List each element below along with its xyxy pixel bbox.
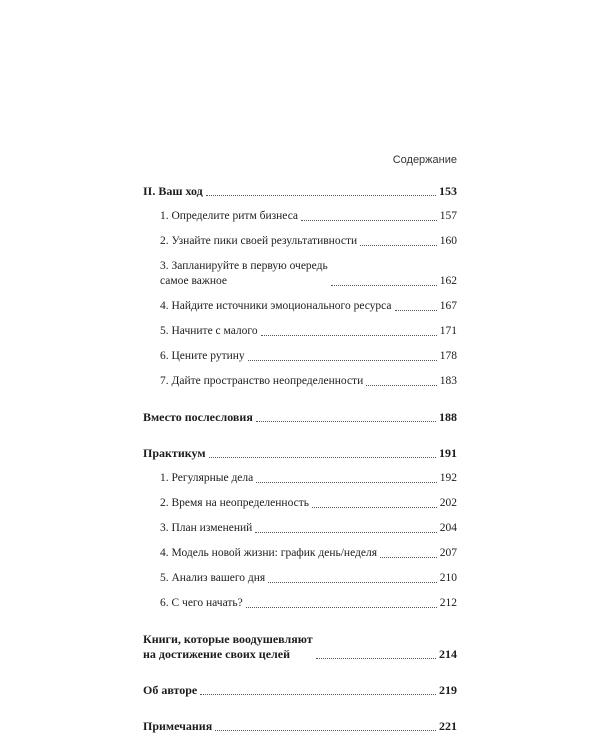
toc-entry[interactable] [143, 234, 457, 249]
dot-leader [268, 582, 437, 583]
toc-entry-page: 212 [439, 597, 457, 609]
toc-entry-page: 157 [439, 210, 457, 222]
toc-entry-title: 6. Цените рутину [160, 350, 245, 362]
dot-leader [331, 285, 437, 286]
toc-entry[interactable] [143, 209, 457, 224]
toc-entry-page: 221 [439, 719, 457, 733]
toc-entry-title: Практикум [143, 446, 206, 460]
toc-entry-title-line: самое важное [160, 275, 227, 287]
dot-leader [248, 360, 437, 361]
toc-entry-page: 192 [439, 472, 457, 484]
dot-leader [316, 658, 436, 659]
toc-entry-page: 183 [439, 375, 457, 387]
running-head: Содержание [392, 154, 457, 166]
toc-entry-title: Об авторе [143, 683, 198, 697]
toc-entry-title: 6. С чего начать? [160, 597, 243, 609]
dot-leader [206, 195, 436, 196]
toc-entry-title: II. Ваш ход [143, 184, 203, 198]
toc-entry-page: 214 [439, 647, 457, 661]
dot-leader [312, 507, 437, 508]
toc-entry-title: 1. Определите ритм бизнеса [160, 210, 299, 222]
toc-entry-page: 171 [439, 325, 457, 337]
dot-leader [256, 482, 437, 483]
toc-entry-page: 202 [439, 497, 457, 509]
toc-entry-title: 4. Модель новой жизни: график день/неделя [160, 547, 378, 559]
toc-entry-page: 207 [439, 547, 457, 559]
dot-leader [395, 310, 437, 311]
section-gap [143, 399, 457, 410]
toc-entry-title: 2. Узнайте пики своей результативности [160, 235, 358, 247]
toc-entry-page: 153 [439, 184, 457, 198]
toc-entry-notes[interactable] [143, 719, 457, 734]
toc-entry-title: 7. Дайте пространство неопределенности [160, 375, 364, 387]
dot-leader [209, 457, 437, 458]
toc-entry-title [143, 632, 313, 662]
dot-leader [255, 532, 436, 533]
dot-leader [261, 335, 437, 336]
toc-entry[interactable] [143, 546, 457, 561]
toc-entry[interactable] [143, 349, 457, 364]
toc-entry-title: 2. Время на неопределенность [160, 497, 309, 509]
section-gap [143, 672, 457, 683]
section-gap [143, 708, 457, 719]
toc-entry-title: 5. Анализ вашего дня [160, 572, 266, 584]
toc-entry-afterword[interactable] [143, 410, 457, 425]
toc-entry-section-2[interactable] [143, 184, 457, 199]
toc-entry-title: 4. Найдите источники эмоционального ресурса [160, 300, 392, 312]
toc-entry-title: 5. Начните с малого [160, 325, 258, 337]
toc-entry-practicum[interactable] [143, 446, 457, 461]
dot-leader [200, 694, 436, 695]
toc-entry-title-line: на достижение своих целей [143, 647, 290, 661]
table-of-contents [143, 184, 457, 744]
toc-entry-page: 162 [439, 275, 457, 287]
toc-entry-page: 167 [439, 300, 457, 312]
toc-entry-title-line: 3. Запланируйте в первую очередь [160, 260, 328, 272]
toc-entry-page: 178 [439, 350, 457, 362]
toc-entry-page: 188 [439, 410, 457, 424]
toc-entry-books[interactable] [143, 632, 457, 662]
toc-entry-title: Примечания [143, 719, 213, 733]
toc-entry-title: 1. Регулярные дела [160, 472, 254, 484]
dot-leader [246, 607, 437, 608]
section-gap [143, 621, 457, 632]
toc-entry[interactable] [143, 471, 457, 486]
toc-entry-page: 210 [439, 572, 457, 584]
toc-entry[interactable] [143, 571, 457, 586]
toc-entry-page: 191 [439, 446, 457, 460]
dot-leader [301, 220, 437, 221]
toc-entry-title-line: Книги, которые воодушевляют [143, 632, 313, 646]
dot-leader [256, 421, 436, 422]
toc-entry-title: 3. План изменений [160, 522, 253, 534]
toc-entry[interactable] [143, 496, 457, 511]
toc-entry[interactable] [143, 596, 457, 611]
toc-entry[interactable] [143, 299, 457, 314]
toc-entry-page: 219 [439, 683, 457, 697]
dot-leader [215, 730, 436, 731]
toc-entry-page: 204 [439, 522, 457, 534]
dot-leader [360, 245, 437, 246]
dot-leader [380, 557, 437, 558]
toc-entry[interactable] [143, 259, 457, 289]
toc-entry[interactable] [143, 374, 457, 389]
toc-entry[interactable] [143, 324, 457, 339]
dot-leader [366, 385, 437, 386]
toc-entry-title: Вместо послесловия [143, 410, 253, 424]
toc-entry-author[interactable] [143, 683, 457, 698]
toc-entry-page: 160 [439, 235, 457, 247]
toc-entry[interactable] [143, 521, 457, 536]
toc-entry-title [160, 259, 328, 289]
section-gap [143, 435, 457, 446]
